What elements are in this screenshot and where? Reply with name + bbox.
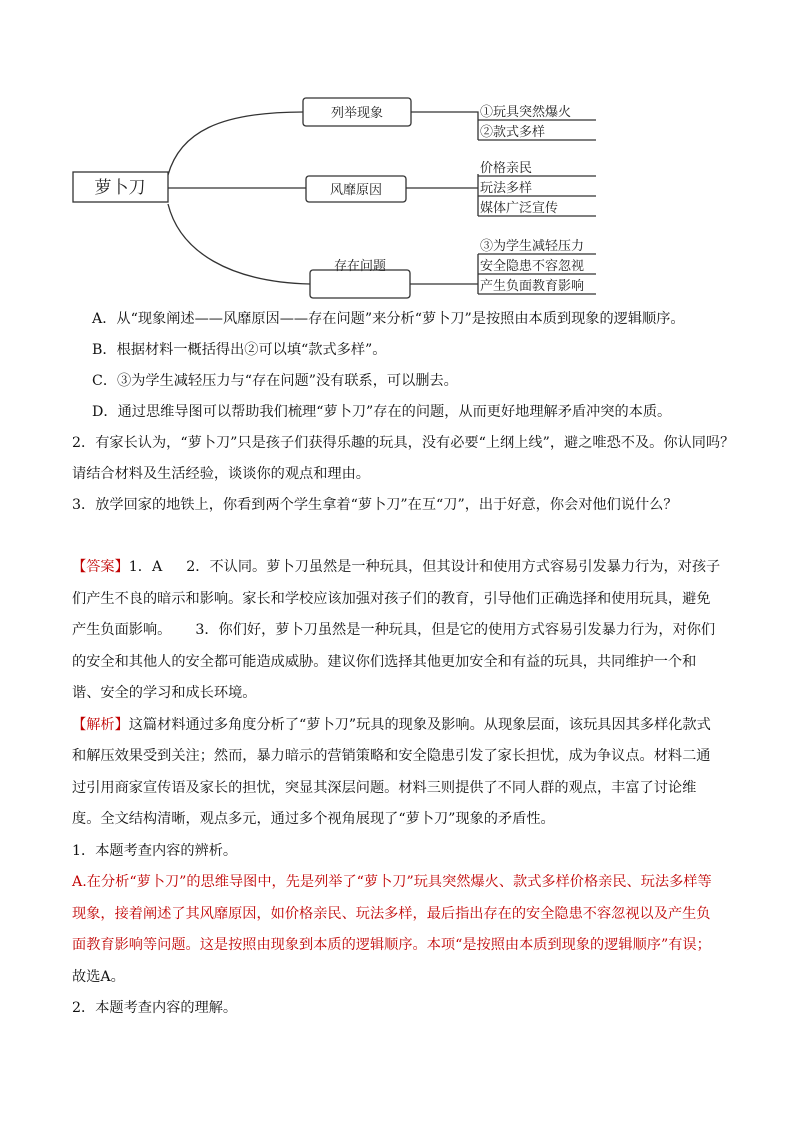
leaf-item: ③为学生减轻压力 [480, 239, 585, 254]
analysis-section-2-title: 2．本题考查内容的理解。 [72, 1000, 238, 1016]
analysis-paragraph [72, 710, 724, 836]
branch-label-phenomena: 列举现象 [330, 106, 384, 121]
leaf-item: ②款式多样 [480, 125, 546, 140]
connector-leaves-3 [410, 254, 478, 294]
option-a: A．从“现象阐述——风靡原因——存在问题”来分析“萝卜刀”是按照由本质到现象的逻辑顺序。 [92, 311, 685, 327]
question-2-line-2: 请结合材料及生活经验，谈谈你的观点和理由。 [72, 466, 370, 482]
question-2-line-1: 2．有家长认为，“萝卜刀”只是孩子们获得乐趣的玩具，没有必要“上纲上线”，避之唯恐不及。你认同吗？ [72, 435, 735, 451]
leaf-item: 产生负面教育影响 [480, 279, 585, 294]
branch-label-reasons: 风靡原因 [329, 183, 383, 198]
answer-paragraph [72, 552, 724, 710]
analysis-section-1-body: A.在分析“萝卜刀”的思维导图中，先是列举了“萝卜刀”玩具突然爆火、款式多样价格亲民、玩法多样等现象，接着阐述了其风靡原因，如价格亲民、玩法多样，最后指出存在的安全隐患不容忽视以及产生负面教育影响等问题。这是按照由现象到本质的逻辑顺序。本项“是按照由本质到现象的逻辑顺序”有误； [72, 874, 712, 953]
mindmap-root-label: 萝卜刀 [94, 178, 146, 198]
analysis-text: 这篇材料通过多角度分析了“萝卜刀”玩具的现象及影响。从现象层面，该玩具因其多样化款式和解压效果受到关注；然而，暴力暗示的营销策略和安全隐患引发了家长担忧，成为争议点。材料二通过引用商家宣传语及家长的担忧，突显其深层问题。材料三则提供了不同人群的观点，丰富了讨论维度。全文结构清晰，观点多元，通过多个视角展现了“萝卜刀”现象的矛盾性。 [72, 716, 711, 827]
answer-2: 2．不认同。萝卜刀虽然是一种玩具，但其设计和使用方式容易引发暴力行为，对孩子们产生不良的暗示和影响。家长和学校应该加强对孩子们的教育，引导他们正确选择和使用玩具，避免产生负面影响。 [72, 559, 721, 638]
analysis-section-1-choice: 故选A。 [72, 968, 125, 985]
option-d: D．通过思维导图可以帮助我们梳理“萝卜刀”存在的问题，从而更好地理解矛盾冲突的本质。 [92, 404, 672, 420]
analysis-section-1-title: 1．本题考查内容的辨析。 [72, 842, 238, 859]
leaf-item: ①玩具突然爆火 [480, 105, 572, 120]
option-b: B．根据材料一概括得出②可以填“款式多样”。 [92, 342, 387, 358]
leaf-item: 媒体广泛宣传 [480, 201, 559, 216]
connector-branch-3 [168, 204, 310, 284]
connector-leaves-1 [411, 112, 478, 140]
connector-leaves-2 [406, 174, 478, 216]
branch-label-problems: 存在问题 [333, 259, 387, 274]
answer-1: 1．A [128, 559, 163, 575]
question-3: 3．放学回家的地铁上，你看到两个学生拿着“萝卜刀”在互“刀”，出于好意，你会对他们说什么？ [72, 497, 678, 513]
answer-section [72, 552, 724, 1025]
connector-branch-1 [168, 112, 303, 175]
answer-tag: 【答案】 [72, 559, 129, 575]
answer-3: 3．你们好，萝卜刀虽然是一种玩具，但是它的使用方式容易引发暴力行为，对你们的安全和其他人的安全都可能造成威胁。建议你们选择其他更加安全和有益的玩具，共同维护一个和谐、安全的学习和成长环境。 [72, 622, 716, 701]
leaf-item: 安全隐患不容忽视 [480, 259, 585, 274]
branch-box-problems [310, 270, 410, 298]
option-c: C．③为学生减轻压力与“存在问题”没有联系，可以删去。 [92, 373, 458, 389]
analysis-tag: 【解析】 [72, 716, 129, 733]
leaf-item: 价格亲民 [480, 161, 533, 176]
mind-map [70, 92, 610, 304]
leaf-item: 玩法多样 [480, 181, 533, 196]
